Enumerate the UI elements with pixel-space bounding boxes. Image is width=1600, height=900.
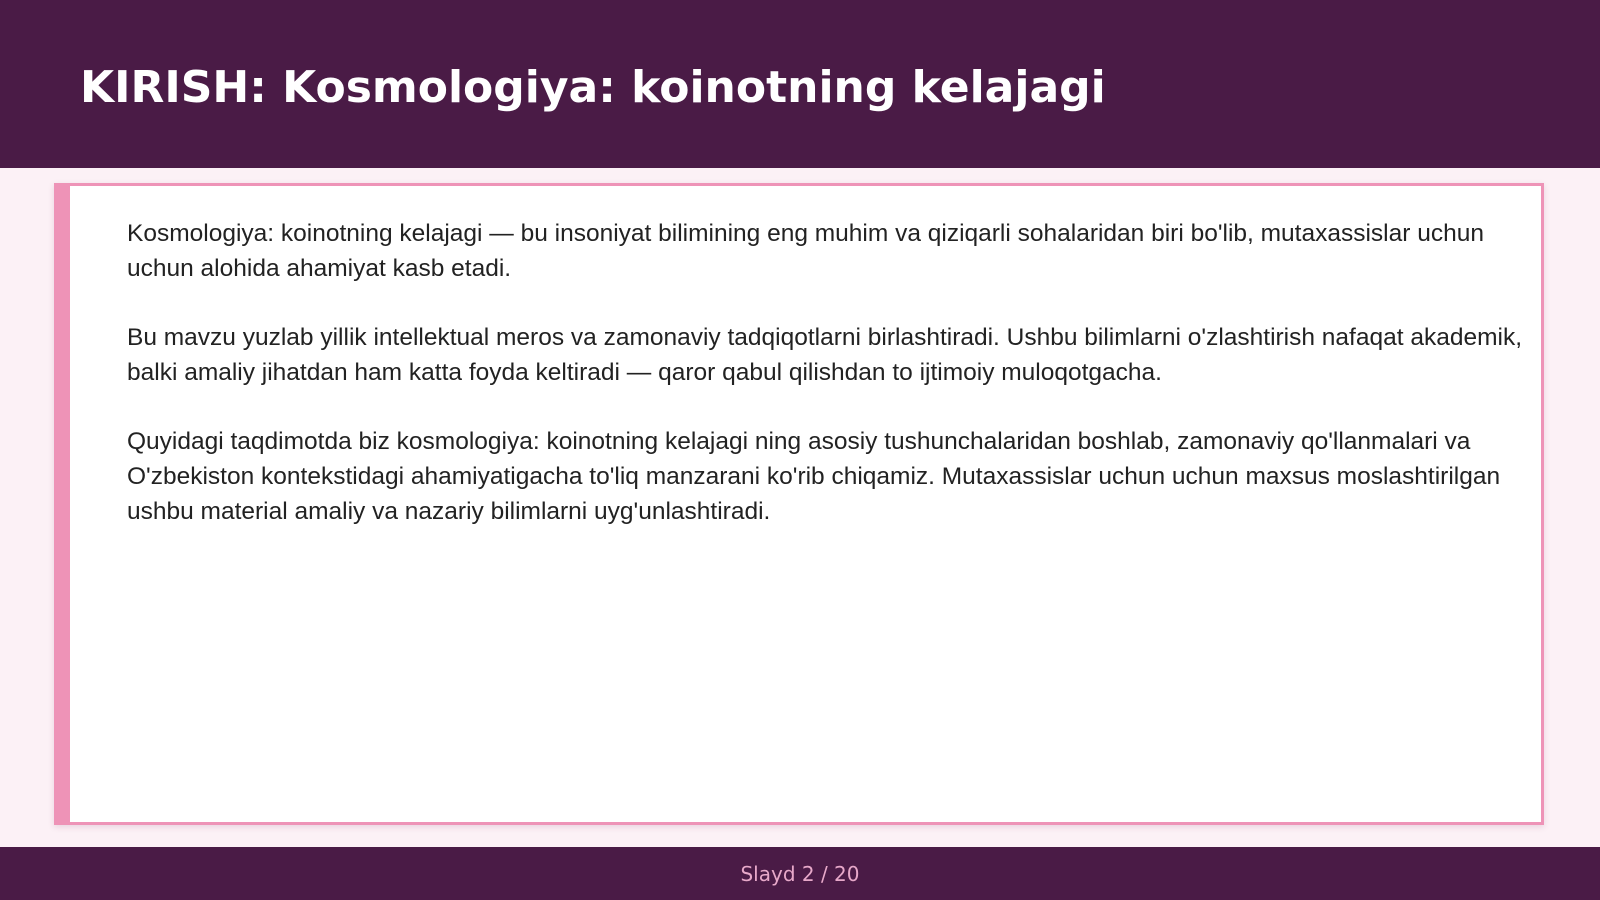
content-card <box>54 183 1544 825</box>
paragraph-overview: Quyidagi taqdimotda biz kosmologiya: koinotning kelajagi ning asosiy tushunchalaridan boshlab, zamonaviy qo'llanmalari va O'zbekiston kontekstidagi ahamiyatigacha to'liq manzarani ko'rib chiqamiz. Mutaxassislar uchun uchun maxsus moslashtirilgan ushbu material amaliy va nazariy bilimlarni uyg'unlashtiradi. <box>127 428 1501 525</box>
paragraph-intro: Kosmologiya: koinotning kelajagi — bu insoniyat bilimining eng muhim va qiziqarli sohalaridan biri bo'lib, mutaxassislar uchun uchun alohida ahamiyat kasb etadi. <box>127 220 1484 282</box>
slide-body <box>127 216 1532 563</box>
slide-footer <box>0 847 1600 900</box>
slide-title: KIRISH: Kosmologiya: koinotning kelajagi <box>80 62 1106 113</box>
slide-header <box>0 0 1600 168</box>
slide-counter: Slayd 2 / 20 <box>740 862 860 886</box>
paragraph-heritage: Bu mavzu yuzlab yillik intellektual meros va zamonaviy tadqiqotlarni birlashtiradi. Ushbu bilimlarni o'zlashtirish nafaqat akademik, balki amaliy jihatdan ham katta foyda keltiradi — qaror qabul qilishdan to ijtimoiy muloqotgacha. <box>127 324 1523 386</box>
